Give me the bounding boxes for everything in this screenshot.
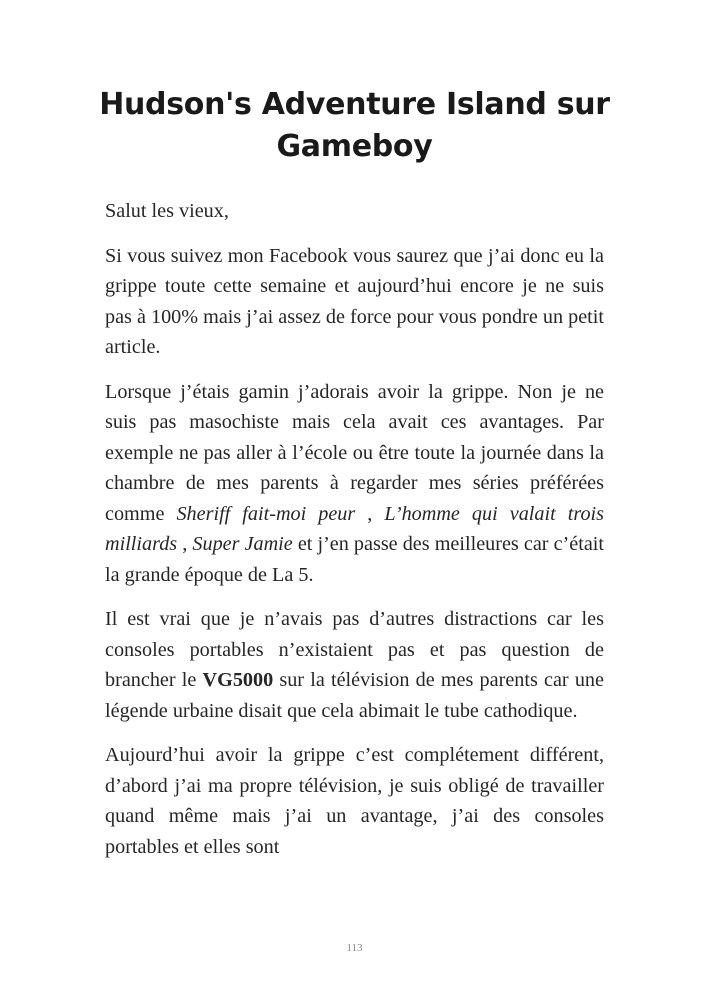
console-name: VG5000 <box>202 669 274 691</box>
show-title: L’homme qui valait trois milliards <box>105 502 605 555</box>
paragraph-childhood <box>105 377 604 591</box>
separator: , <box>177 533 193 555</box>
paragraph-text: sur la télévision de mes parents car une légende urbaine disait que cela abimait le tube cathodique. <box>105 669 604 722</box>
paragraph-today: Aujourd’hui avoir la grippe c’est complétement différent, d’abord j’ai ma propre télévision, je suis obligé de travailler quand même mais j’ai un avantage, j’ai des consoles portables et elles sont <box>105 744 604 858</box>
paragraph-flu-intro: Si vous suivez mon Facebook vous saurez que j’ai donc eu la grippe toute cette semaine et aujourd’hui encore je ne suis pas à 100% mais j’ai assez de force pour vous pondre un petit article. <box>105 244 604 358</box>
paragraph-text: Lorsque j’étais gamin j’adorais avoir la grippe. Non je ne suis pas masochiste mais cela avait ces avantages. Par exemple ne pas aller à l’école ou être toute la journée dans la chambre de mes parents à regarder mes séries préférées comme <box>105 380 604 525</box>
page-number: 113 <box>346 942 363 954</box>
show-title: Sheriff fait-moi peur <box>176 502 356 525</box>
article-body <box>105 196 604 876</box>
greeting-paragraph: Salut les vieux, <box>105 200 229 222</box>
paragraph-consoles <box>105 604 604 726</box>
paragraph-text: et j’en passe des meilleures car c’était la grande époque de La 5. <box>105 533 604 586</box>
page-title: Hudson's Adventure Island sur Gameboy <box>99 87 610 164</box>
show-title: Super Jamie <box>192 533 293 555</box>
paragraph-text: Il est vrai que je n’avais pas d’autres distractions car les consoles portables n’existaient pas et pas question de brancher le <box>105 608 604 691</box>
separator: , <box>355 502 385 525</box>
